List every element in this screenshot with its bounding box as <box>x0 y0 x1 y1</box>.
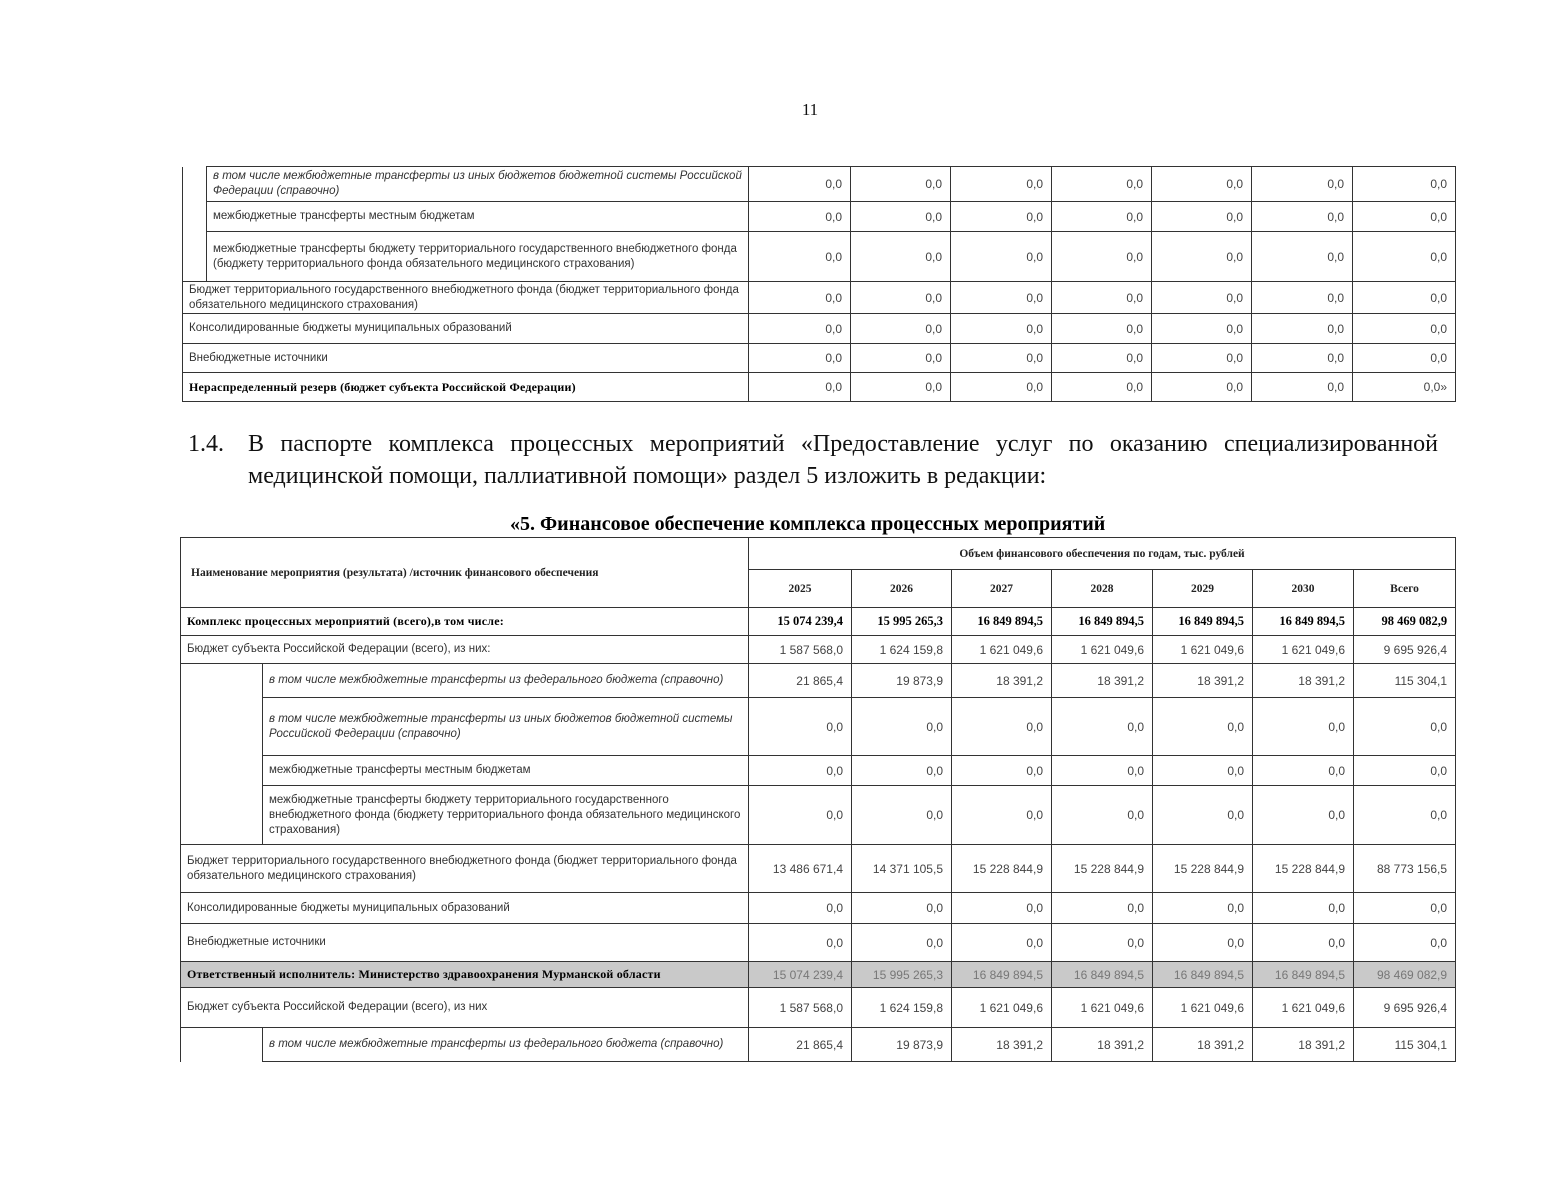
cell-value: 0,0 <box>1253 893 1354 924</box>
cell-value: 16 849 894,5 <box>1052 608 1153 636</box>
cell-value: 18 391,2 <box>1153 1028 1253 1062</box>
cell-value: 1 621 049,6 <box>952 636 1052 664</box>
cell-value: 0,0 <box>852 756 952 786</box>
cell-value: 0,0 <box>749 344 851 373</box>
cell-value: 1 587 568,0 <box>749 988 852 1028</box>
cell-value: 0,0 <box>951 373 1052 402</box>
header-year: 2025 <box>749 570 852 608</box>
cell-value: 18 391,2 <box>1153 664 1253 698</box>
table-row <box>181 698 1456 756</box>
cell-value: 0,0 <box>1153 698 1253 756</box>
cell-value: 19 873,9 <box>852 1028 952 1062</box>
cell-value: 1 624 159,8 <box>852 636 952 664</box>
cell-value: 16 849 894,5 <box>1153 608 1253 636</box>
cell-value: 18 391,2 <box>952 1028 1052 1062</box>
cell-value: 0,0 <box>851 373 951 402</box>
cell-value: 0,0 <box>1354 756 1456 786</box>
cell-value: 0,0 <box>749 202 851 232</box>
cell-value: 15 228 844,9 <box>1153 845 1253 893</box>
cell-value: 0,0 <box>951 202 1052 232</box>
cell-value: 9 695 926,4 <box>1354 988 1456 1028</box>
cell-value: 98 469 082,9 <box>1354 608 1456 636</box>
table-row <box>181 893 1456 924</box>
row-name: межбюджетные трансферты местным бюджетам <box>207 202 749 232</box>
header-total: Всего <box>1354 570 1456 608</box>
cell-value: 1 621 049,6 <box>1052 636 1153 664</box>
cell-value: 1 624 159,8 <box>852 988 952 1028</box>
table-row <box>181 756 1456 786</box>
table-row <box>181 988 1456 1028</box>
cell-value: 18 391,2 <box>1052 664 1153 698</box>
cell-value: 0,0 <box>851 167 951 202</box>
cell-value: 15 995 265,3 <box>852 608 952 636</box>
cell-value: 0,0 <box>1152 373 1252 402</box>
cell-value: 0,0 <box>1152 344 1252 373</box>
cell-value: 0,0 <box>1253 698 1354 756</box>
cell-value: 115 304,1 <box>1354 1028 1456 1062</box>
cell-value: 0,0 <box>1052 202 1152 232</box>
cell-value: 0,0 <box>1153 786 1253 845</box>
financing-table-continued <box>182 166 1456 402</box>
indent-cell <box>181 1028 263 1062</box>
amendment-paragraph <box>188 428 1438 492</box>
cell-value: 1 621 049,6 <box>1253 988 1354 1028</box>
cell-value: 0,0 <box>1252 202 1353 232</box>
cell-value: 16 849 894,5 <box>952 608 1052 636</box>
cell-value: 0,0 <box>749 924 852 962</box>
page-number: 11 <box>801 100 819 119</box>
cell-value: 98 469 082,9 <box>1354 962 1456 988</box>
cell-value: 0,0 <box>749 167 851 202</box>
table-row <box>181 786 1456 845</box>
cell-value: 0,0 <box>852 893 952 924</box>
row-name: Бюджет территориального государственного внебюджетного фонда (бюджет территориального фонда обязательного медицинского страхования) <box>183 282 749 314</box>
header-year: 2028 <box>1052 570 1153 608</box>
row-name: в том числе межбюджетные трансферты из иных бюджетов бюджетной системы Российской Федерации (справочно) <box>263 698 749 756</box>
cell-value: 0,0 <box>951 232 1052 282</box>
cell-value: 0,0 <box>951 282 1052 314</box>
cell-value: 0,0 <box>1153 756 1253 786</box>
cell-value: 15 228 844,9 <box>1253 845 1354 893</box>
cell-value: 21 865,4 <box>749 1028 852 1062</box>
cell-value: 0,0 <box>1152 232 1252 282</box>
cell-value: 9 695 926,4 <box>1354 636 1456 664</box>
table-row <box>183 344 1456 373</box>
cell-value: 0,0 <box>1354 786 1456 845</box>
header-year: 2026 <box>852 570 952 608</box>
cell-value: 16 849 894,5 <box>1052 962 1153 988</box>
row-name: Внебюджетные источники <box>183 344 749 373</box>
cell-value: 0,0 <box>1252 282 1353 314</box>
cell-value: 14 371 105,5 <box>852 845 952 893</box>
row-name: межбюджетные трансферты местным бюджетам <box>263 756 749 786</box>
cell-value: 0,0 <box>851 282 951 314</box>
section-title: «5. Финансовое обеспечение комплекса процессных мероприятий <box>510 513 1106 535</box>
cell-value: 1 621 049,6 <box>1052 988 1153 1028</box>
cell-value: 0,0 <box>1152 167 1252 202</box>
cell-value: 1 621 049,6 <box>952 988 1052 1028</box>
cell-value: 0,0 <box>1052 167 1152 202</box>
cell-value: 0,0 <box>1353 202 1456 232</box>
cell-value: 0,0 <box>851 314 951 344</box>
cell-value: 0,0 <box>1353 282 1456 314</box>
row-name: Комплекс процессных мероприятий (всего),в том числе: <box>181 608 749 636</box>
cell-value: 0,0 <box>1152 282 1252 314</box>
cell-value: 0,0 <box>852 924 952 962</box>
paragraph-text: В паспорте комплекса процессных мероприятий «Предоставление услуг по оказанию специализированной медицинской помощи, паллиативной помощи» раздел 5 изложить в редакции: <box>248 431 1438 489</box>
cell-value: 18 391,2 <box>1253 1028 1354 1062</box>
cell-value: 0,0 <box>1052 786 1153 845</box>
cell-value: 16 849 894,5 <box>1253 608 1354 636</box>
cell-value: 0,0 <box>749 282 851 314</box>
table-row <box>181 636 1456 664</box>
row-name: межбюджетные трансферты бюджету территориального государственного внебюджетного фонда (бюджету территориального фонда обязательного медицинского страхования) <box>263 786 749 845</box>
cell-value: 0,0 <box>1252 344 1353 373</box>
cell-value: 0,0 <box>1052 924 1153 962</box>
cell-value: 0,0 <box>1353 167 1456 202</box>
cell-value: 15 995 265,3 <box>852 962 952 988</box>
cell-value: 1 621 049,6 <box>1153 636 1253 664</box>
table-row <box>183 314 1456 344</box>
cell-value: 18 391,2 <box>952 664 1052 698</box>
cell-value: 0,0 <box>1253 786 1354 845</box>
cell-value: 21 865,4 <box>749 664 852 698</box>
row-name: Бюджет субъекта Российской Федерации (всего), из них: <box>181 636 749 664</box>
cell-value: 15 228 844,9 <box>1052 845 1153 893</box>
table-row <box>181 845 1456 893</box>
cell-value: 0,0 <box>749 373 851 402</box>
row-name: Ответственный исполнитель: Министерство здравоохранения Мурманской области <box>181 962 749 988</box>
row-name: межбюджетные трансферты бюджету территориального государственного внебюджетного фонда (бюджету территориального фонда обязательного медицинского страхования) <box>207 232 749 282</box>
row-name: Консолидированные бюджеты муниципальных образований <box>183 314 749 344</box>
cell-value: 0,0 <box>951 314 1052 344</box>
cell-value: 0,0 <box>851 344 951 373</box>
row-name: Нераспределенный резерв (бюджет субъекта Российской Федерации) <box>183 373 749 402</box>
table-row-highlighted <box>181 962 1456 988</box>
cell-value: 16 849 894,5 <box>1153 962 1253 988</box>
cell-value: 0,0 <box>1252 167 1353 202</box>
row-name: Бюджет субъекта Российской Федерации (всего), из них <box>181 988 749 1028</box>
cell-value: 0,0 <box>1052 893 1153 924</box>
cell-value: 0,0 <box>1052 314 1152 344</box>
paragraph-number: 1.4. <box>188 431 224 457</box>
row-name: в том числе межбюджетные трансферты из федерального бюджета (справочно) <box>263 1028 749 1062</box>
cell-value: 0,0 <box>1353 344 1456 373</box>
financing-table <box>180 537 1456 1062</box>
table-row <box>181 1028 1456 1062</box>
indent-cell <box>183 167 207 282</box>
cell-value: 0,0 <box>1354 924 1456 962</box>
cell-value: 0,0 <box>1252 373 1353 402</box>
cell-value: 0,0» <box>1353 373 1456 402</box>
row-name: в том числе межбюджетные трансферты из федерального бюджета (справочно) <box>263 664 749 698</box>
cell-value: 0,0 <box>1153 893 1253 924</box>
cell-value: 16 849 894,5 <box>952 962 1052 988</box>
cell-value: 0,0 <box>749 232 851 282</box>
table-row <box>183 232 1456 282</box>
cell-value: 0,0 <box>952 786 1052 845</box>
cell-value: 0,0 <box>749 786 852 845</box>
table-row <box>181 664 1456 698</box>
cell-value: 0,0 <box>749 893 852 924</box>
cell-value: 15 074 239,4 <box>749 608 852 636</box>
row-name: Консолидированные бюджеты муниципальных образований <box>181 893 749 924</box>
cell-value: 0,0 <box>952 893 1052 924</box>
cell-value: 0,0 <box>1052 344 1152 373</box>
cell-value: 0,0 <box>749 314 851 344</box>
header-name: Наименование мероприятия (результата) /источник финансового обеспечения <box>181 538 749 608</box>
cell-value: 0,0 <box>749 698 852 756</box>
cell-value: 13 486 671,4 <box>749 845 852 893</box>
cell-value: 15 074 239,4 <box>749 962 852 988</box>
table-row <box>183 167 1456 202</box>
row-name: Внебюджетные источники <box>181 924 749 962</box>
cell-value: 0,0 <box>851 202 951 232</box>
cell-value: 0,0 <box>1052 282 1152 314</box>
cell-value: 0,0 <box>1253 756 1354 786</box>
cell-value: 0,0 <box>1153 924 1253 962</box>
cell-value: 0,0 <box>1353 314 1456 344</box>
cell-value: 0,0 <box>1052 373 1152 402</box>
cell-value: 16 849 894,5 <box>1253 962 1354 988</box>
cell-value: 0,0 <box>1052 756 1153 786</box>
cell-value: 0,0 <box>1052 232 1152 282</box>
header-year: 2029 <box>1153 570 1253 608</box>
cell-value: 0,0 <box>1252 314 1353 344</box>
cell-value: 0,0 <box>1253 924 1354 962</box>
table-row <box>183 282 1456 314</box>
cell-value: 88 773 156,5 <box>1354 845 1456 893</box>
cell-value: 0,0 <box>1152 202 1252 232</box>
header-year: 2027 <box>952 570 1052 608</box>
cell-value: 18 391,2 <box>1052 1028 1153 1062</box>
cell-value: 0,0 <box>749 756 852 786</box>
table-row <box>181 608 1456 636</box>
cell-value: 0,0 <box>1252 232 1353 282</box>
cell-value: 0,0 <box>951 344 1052 373</box>
cell-value: 0,0 <box>852 786 952 845</box>
table-row <box>183 373 1456 402</box>
cell-value: 1 621 049,6 <box>1153 988 1253 1028</box>
table-row <box>183 202 1456 232</box>
cell-value: 18 391,2 <box>1253 664 1354 698</box>
cell-value: 0,0 <box>952 924 1052 962</box>
row-name: в том числе межбюджетные трансферты из иных бюджетов бюджетной системы Российской Федерации (справочно) <box>207 167 749 202</box>
cell-value: 0,0 <box>1052 698 1153 756</box>
header-row <box>181 538 1456 570</box>
row-name: Бюджет территориального государственного внебюджетного фонда (бюджет территориального фонда обязательного медицинского страхования) <box>181 845 749 893</box>
cell-value: 0,0 <box>951 167 1052 202</box>
cell-value: 19 873,9 <box>852 664 952 698</box>
cell-value: 0,0 <box>1354 893 1456 924</box>
cell-value: 0,0 <box>952 698 1052 756</box>
header-year: 2030 <box>1253 570 1354 608</box>
cell-value: 0,0 <box>1354 698 1456 756</box>
cell-value: 15 228 844,9 <box>952 845 1052 893</box>
cell-value: 115 304,1 <box>1354 664 1456 698</box>
cell-value: 1 621 049,6 <box>1253 636 1354 664</box>
cell-value: 0,0 <box>1353 232 1456 282</box>
header-group: Объем финансового обеспечения по годам, тыс. рублей <box>749 538 1456 570</box>
cell-value: 0,0 <box>851 232 951 282</box>
cell-value: 1 587 568,0 <box>749 636 852 664</box>
indent-cell <box>181 664 263 845</box>
cell-value: 0,0 <box>952 756 1052 786</box>
table-row <box>181 924 1456 962</box>
cell-value: 0,0 <box>1152 314 1252 344</box>
cell-value: 0,0 <box>852 698 952 756</box>
